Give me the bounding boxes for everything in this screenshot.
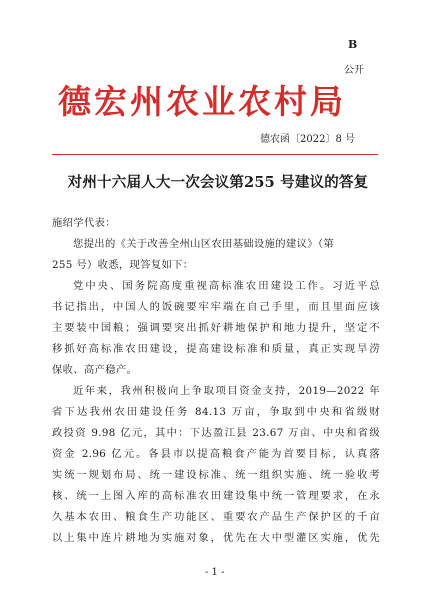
body-line: 移抓好高标准农田建设，提高建设标准和质量，真正实现旱涝 bbox=[52, 343, 380, 355]
document-body bbox=[52, 213, 380, 549]
body-line: 政投资 9.98 亿元，其中：下达盈江县 23.67 万亩、中央和省级 bbox=[52, 427, 380, 439]
document-class-mark: B bbox=[348, 38, 358, 51]
salutation-line: 施绍学代表： bbox=[52, 217, 116, 229]
body-line: 久基本农田、粮食生产功能区、重要农产品生产保护区的千亩 bbox=[52, 511, 380, 523]
page-number: - 1 - bbox=[205, 567, 225, 578]
body-line: 省下达我州农田建设任务 84.13 万亩，争取到中央和省级财 bbox=[52, 406, 380, 418]
body-line: 您提出的《关于改善全州山区农田基础设施的建议》（第 bbox=[73, 238, 335, 250]
body-line: 党中央、国务院高度重视高标准农田建设工作。习近平总 bbox=[73, 280, 380, 292]
body-line: 主要装中国粮；强调要突出抓好耕地保护和地力提升，坚定不 bbox=[52, 322, 380, 334]
body-line: 以上集中连片耕地为实施对象，优先在大中型灌区实施，优先 bbox=[52, 532, 380, 544]
red-rule-divider bbox=[52, 154, 378, 155]
document-title: 对州十六届人大一次会议第255 号建议的答复 bbox=[67, 174, 369, 191]
body-line: 255 号）收悉，现答复如下： bbox=[52, 259, 194, 271]
agency-name: 德宏州农业农村局 bbox=[58, 82, 346, 121]
body-line: 近年来，我州积极向上争取项目资金支持，2019—2022 年 bbox=[73, 385, 380, 397]
body-line: 实统一规划布局、统一建设标准、统一组织实施、统一验收考 bbox=[52, 469, 380, 481]
body-line: 核、统一上图入库的高标准农田建设集中统一管理要求，在永 bbox=[52, 490, 380, 502]
body-line: 资金 2.96 亿元。各县市以提高粮食产能为首要目标，认真落 bbox=[52, 448, 380, 460]
body-line: 书记指出，中国人的饭碗要牢牢端在自己手里，而且里面应该 bbox=[52, 301, 380, 313]
document-number: 德农函〔2022〕8 号 bbox=[260, 134, 355, 145]
disclosure-label: 公开 bbox=[344, 65, 364, 76]
body-line: 保收、高产稳产。 bbox=[52, 364, 138, 376]
